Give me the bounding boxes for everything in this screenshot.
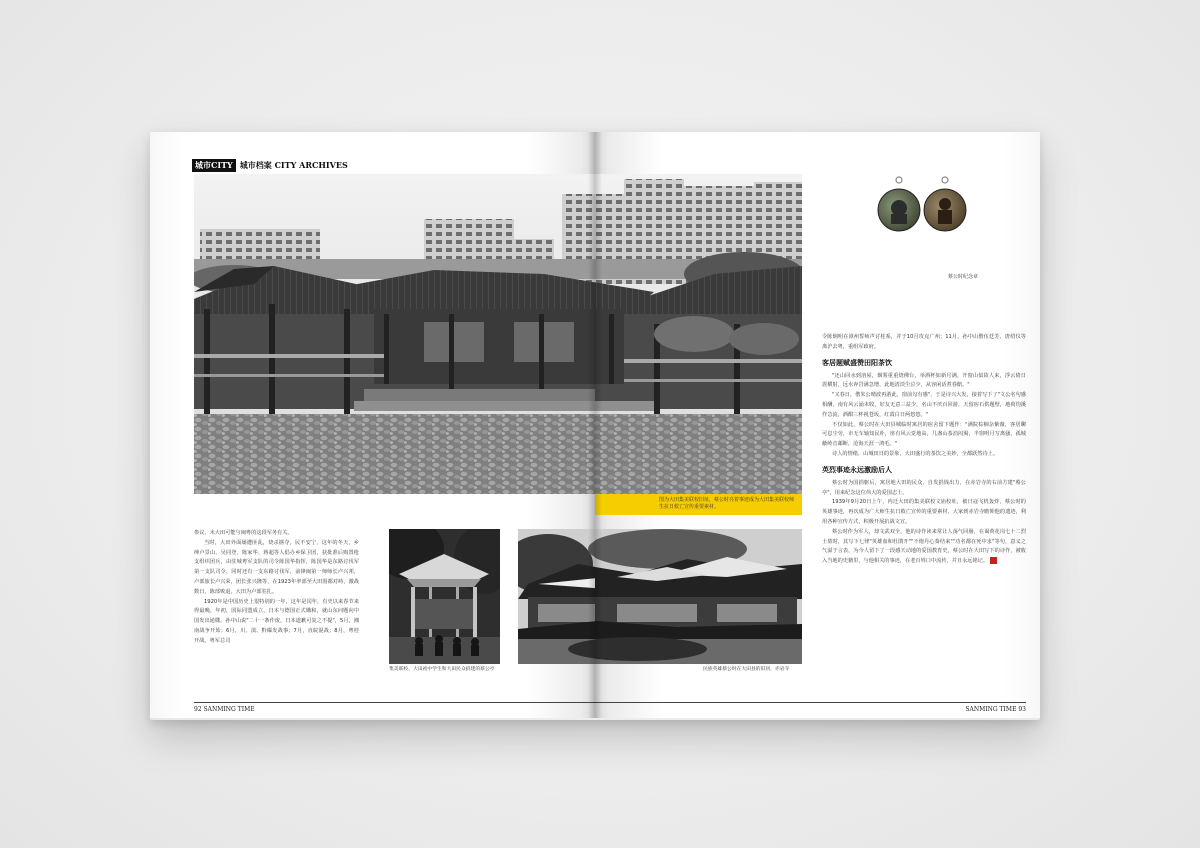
pavilion-caption: 集美联校，大田初中学生和大田民众捐建的蔡公亭: [389, 667, 495, 672]
temple-photo-right: [595, 529, 802, 664]
section-badge: 城市CITY: [192, 159, 236, 172]
paragraph: [822, 528, 1026, 567]
right-page: [595, 132, 1040, 718]
hero-photo-svg: [194, 174, 595, 494]
medal-caption: 蔡公时纪念章: [948, 274, 979, 280]
paragraph: "还山回水到溶屋，烟雾重重烧佛台，举酒杯如新月满，开窗山似故人来，浮云倚日震横射，远水奔岩满急增，此地清淡尘泣少，从容闲话煮春醅。": [822, 372, 1026, 389]
hero-photo-left: [194, 174, 595, 494]
hero-photo-right: [595, 174, 802, 494]
medal-svg: [875, 176, 967, 246]
section-heading: 英烈事迹永远激励后人: [822, 465, 892, 474]
temple-photo-svg: [518, 529, 595, 664]
temple-photo-svg-continued: [595, 529, 802, 664]
pavilion-photo: [389, 529, 500, 664]
right-article-text: [822, 333, 1026, 567]
hero-caption: 图为大田集美联校旧址，蔡公时亮着事迹成为大田集美联校师生抗日救亡宣传重要素材。: [659, 497, 795, 510]
paragraph: 1920年是中国历史上很特别的一年，这年是闰年，有史以来春节来得最晚，年初，国际同盟成立，日本与德国正式媾和，就山东问题向中国发出通牒，孙中山说"二十一条作废，日本道歉可复之不提"，5月，湘南战争开始；6月，川、滇、黔爆发战事；7月，直皖混战；8月，粤桂开战，粤军总司: [194, 598, 359, 644]
temple-photo-left: [518, 529, 595, 664]
paragraph: 不仅如此，蔡公时在大田县城临时寓居的宿舍留下题作："满院棕榈杂紫薇，客居聊可息尘劳，市无车轴知民朴，座有风云觉地高，几盏山茶消闷渴，半窗明月写离骚，孤城蔽岭音邮断，沧海天涯一鸿毛。": [822, 421, 1026, 448]
left-page: [150, 132, 595, 718]
paragraph-text: 蔡公时作为军人，却文武双全，他的诗作读来常让人荡气回肠，在谒黄花岗七十二烈士墓时，其写下七律"英雄血和杜鹃开""不炮丹心葵结来""功名都在死中求"等句，意义之气溢于言表，为今人留下了一段感天动地的爱国教育史，蔡公时在大田写下的诗作，被收入当地的史籍里，与他相关的事迹，在老百姓口中流传，并且永远铭记。: [822, 528, 1026, 565]
page-header: [192, 158, 348, 172]
paragraph: 1939年9月20日上午，内迁大田的集美联校文庙校址，被日寇飞机轰炸，蔡公时的英雄事迹，再次成为广大师生抗日救亡宣传的重要素材，大家到赤岩寺瞻仰他的遗迹，利用各种宣传方式，积极开展抗战文宣。: [822, 499, 1026, 525]
hero-caption-box: [595, 494, 802, 515]
end-mark: 完: [990, 557, 997, 564]
spine-shadow: [588, 132, 602, 718]
paragraph: 参议，未大田可能与闽粤的这段军务有关。: [194, 530, 293, 536]
medal-images: [875, 176, 967, 246]
section-title: 城市档案 CITY ARCHIVES: [239, 159, 348, 170]
paragraph: 诗人的情绪，山城田日的景象，大田盛行的茶饮之美妙，全都跃然诗上。: [832, 450, 999, 457]
page-number-left: 92 SANMING TIME: [194, 706, 255, 713]
paragraph: 令陈炯明在漳州誓师声讨桂系，并于10月攻克广州；11月，孙中山偕伍廷芳、唐绍仪等离沪去粤，重组军政府。: [822, 334, 1026, 350]
section-heading: 客居题赋盛赞田阳茶饮: [822, 358, 892, 367]
pavilion-photo-svg: [389, 529, 500, 664]
footer-rule: [194, 702, 595, 703]
hero-photo-svg-continued: [595, 174, 802, 494]
paragraph: "又春日，偕朱公晴波再游此，窗前勾有感"，于是诗兴大发，接着写下了"文公名句感相酬，南有风云涌未收，好友无意三益少，名山不厌百回游，天留宿石供题壁，地荷均溪作急流，酒酣三杯视苍坂，红霞白日两悠悠。": [822, 392, 1026, 418]
page-number-right: SANMING TIME 93: [965, 706, 1026, 713]
left-article-text: [194, 529, 359, 647]
temple-caption: 民族英雄蔡公时在大田县的旧居，赤岩寺: [703, 667, 790, 672]
paragraph: 当时，大田外面屡遭匪乱，烧杀掳夺，民不安宁，这年的冬天，乡绅卢景山、吴同登、陈家华、蒋超等人倡办乡保卫团，获批准后购置枪支组织团兵，由驻城粤军支队的司令陈国华指挥，陈国华是东路讨伐军第一支队司令，同时还有一支东路讨伐军，前锋闽第一师师长卢兴邦，卢部旅长卢兴荣，团长张兴隆等，在1923年率部至大田围都对峙，激战数日，陈部败退，大田为卢部驻扎。: [194, 539, 359, 595]
footer-rule: [595, 702, 1026, 703]
paragraph: 蔡公时为国捐躯后，寓居地大田的民众，自发捐钱出力，在赤岩寺的右前方建"蔡公亭"，用来纪念这位伟大的爱国志士。: [822, 479, 1026, 496]
